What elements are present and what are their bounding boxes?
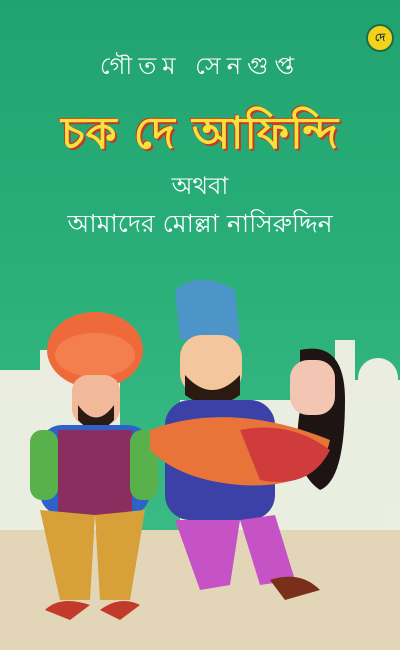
book-subtitle: আমাদের মোল্লা নাসিরুদ্দিন xyxy=(67,209,333,238)
illustration xyxy=(0,280,400,650)
publisher-logo: দে xyxy=(366,24,394,52)
author-name: গৌতম সেনগুপ্ত xyxy=(99,52,301,80)
title-connector: অথবা xyxy=(171,172,229,200)
book-title: চক দে আফিন্দি xyxy=(60,108,340,159)
